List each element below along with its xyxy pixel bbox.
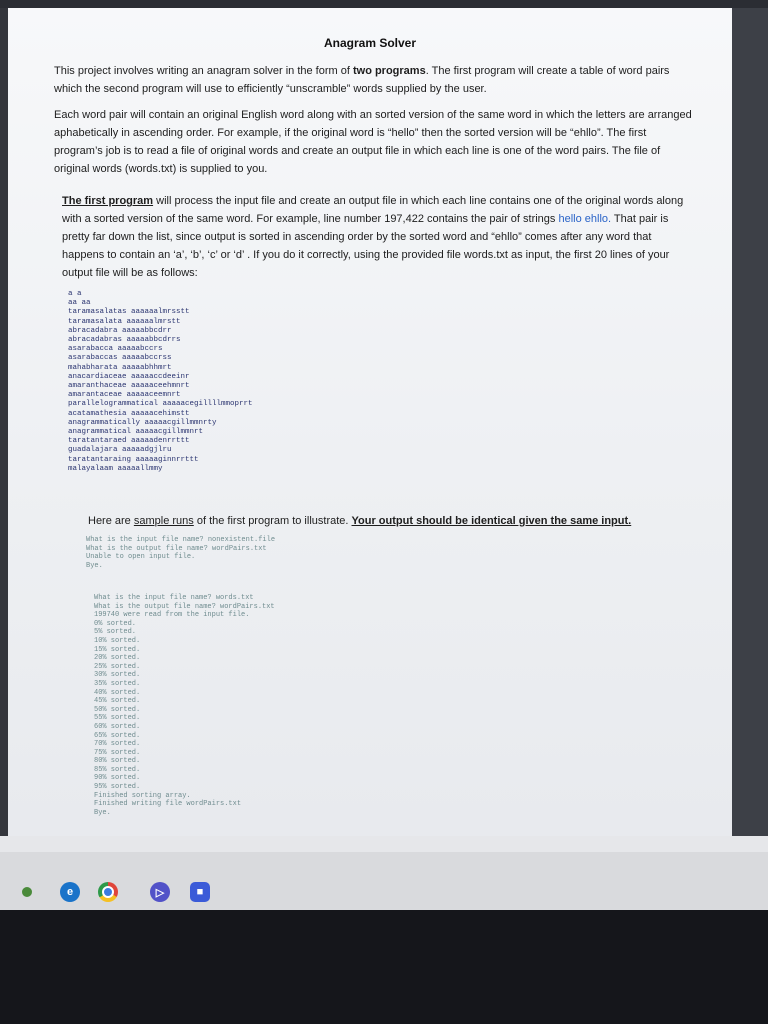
sample-emphasis: Your output should be identical given the same input. xyxy=(351,515,632,527)
run2-line: 30% sorted. xyxy=(94,671,141,680)
sample-text-mid: of the first program to illustrate. xyxy=(193,515,352,527)
example-pair: hello ehllo. xyxy=(558,213,612,225)
run2-line: 55% sorted. xyxy=(94,714,141,723)
sample-runs-link[interactable]: sample runs xyxy=(133,515,194,527)
paragraph-word-pairs: Each word pair will contain an original English word along with an sorted version of the same word in which the letters are arranged aphabetically in ascending order. For example, if the original word is “hello” then the sorted version will be “ehllo”. The first program’s job is to read a file of original words and create an output file in which each line is one of the word pairs. The file of original words (words.txt) is supplied to you. xyxy=(54,109,692,175)
video-icon[interactable]: ■ xyxy=(190,882,210,902)
run2-line: 0% sorted. xyxy=(94,619,137,628)
run2-line: 85% sorted. xyxy=(94,765,141,774)
run2-line: What is the input file name? words.txt xyxy=(94,594,254,602)
word-pair-line: amarantaceae aaaaaceemnrt xyxy=(68,391,181,400)
first-program-link[interactable]: The first program xyxy=(62,195,154,207)
word-pair-line: guadalajara aaaaadgjlru xyxy=(68,446,172,455)
run2-line: 80% sorted. xyxy=(94,757,141,766)
monitor-bezel-bottom xyxy=(0,910,768,1024)
word-pair-line: taratantaraing aaaaaginnrrttt xyxy=(68,455,199,464)
word-pair-line: asarabacca aaaaabccrs xyxy=(68,345,163,354)
run2-line: 10% sorted. xyxy=(94,636,141,645)
intro-text-end: . The first program will create a table of word pairs which the second program will use to efficiently “unscramble” words supplied by the user. xyxy=(54,65,670,95)
document-page xyxy=(8,8,732,836)
word-pair-line: a a xyxy=(68,290,82,298)
run2-line: Finished writing file wordPairs.txt xyxy=(94,800,242,809)
sample-text: Here are xyxy=(88,515,134,527)
paragraph-first-program xyxy=(62,192,696,282)
run2-line: 50% sorted. xyxy=(94,705,141,714)
word-pair-line: parallelogrammatical aaaaacegillllmmoprrt xyxy=(68,400,253,409)
run2-line: 90% sorted. xyxy=(94,774,141,783)
word-pair-line: taramasalata aaaaaalmrstt xyxy=(68,317,181,326)
run2-line: 70% sorted. xyxy=(94,740,141,749)
desktop-background-left xyxy=(0,8,8,836)
run2-line: 199740 were read from the input file. xyxy=(94,611,250,620)
sample-run-1 xyxy=(86,536,275,570)
run1-line: What is the input file name? nonexistent.file xyxy=(86,536,276,544)
edge-icon[interactable]: e xyxy=(60,882,80,902)
word-pairs-list xyxy=(68,290,253,474)
run1-line: Bye. xyxy=(86,561,103,570)
first-program-text: will process the input file and create an output file in which each line contains one of the original words along with a sorted version of the same word. For example, line number 197,422 contains the pair of strings xyxy=(62,195,684,225)
word-pair-line: anacardiaceae aaaaaccdeeinr xyxy=(68,372,190,381)
word-pair-line: acatamathesia aaaaacehimstt xyxy=(68,409,190,418)
run2-line: 15% sorted. xyxy=(94,645,141,654)
run2-line: 95% sorted. xyxy=(94,783,141,792)
paragraph-intro xyxy=(54,62,674,98)
run1-line: Unable to open input file. xyxy=(86,553,196,562)
taskbar xyxy=(0,852,768,910)
word-pair-line: abracadabras aaaaabbcdrrs xyxy=(68,336,181,345)
run1-line: What is the output file name? wordPairs.txt xyxy=(86,544,267,553)
run2-line: 60% sorted. xyxy=(94,722,141,731)
chrome-icon[interactable] xyxy=(98,882,118,902)
run2-line: What is the output file name? wordPairs.txt xyxy=(94,602,275,611)
run2-line: 65% sorted. xyxy=(94,731,141,740)
word-pair-line: abracadabra aaaaabbcdrr xyxy=(68,326,172,335)
word-pair-line: amaranthaceae aaaaaceehmnrt xyxy=(68,382,190,391)
run2-line: 25% sorted. xyxy=(94,662,141,671)
run2-line: 5% sorted. xyxy=(94,628,137,637)
monitor-bezel-top xyxy=(0,0,768,8)
document-title: Anagram Solver xyxy=(323,36,417,50)
sample-run-2 xyxy=(94,594,275,817)
word-pair-line: mahabharata aaaaabhhmrt xyxy=(68,363,172,372)
first-program-text-end: That pair is pretty far down the list, since output is sorted in ascending order by the sorted word and “ehllo” comes after any word that happens to contain an ‘a’, ‘b’, ‘c’ or ‘d’ . If you do it correctly, using the provided file words.txt as input, the first 20 lines of your output file will be as follows: xyxy=(62,213,670,279)
run2-line: 45% sorted. xyxy=(94,697,141,706)
start-icon[interactable] xyxy=(22,887,32,897)
run2-line: Finished sorting array. xyxy=(94,791,191,800)
app-icon[interactable]: ▷ xyxy=(150,882,170,902)
run2-line: 35% sorted. xyxy=(94,679,141,688)
word-pair-line: aa aa xyxy=(68,299,91,308)
intro-text: This project involves writing an anagram solver in the form of xyxy=(54,65,353,77)
word-pair-line: taramasalatas aaaaaalmrsstt xyxy=(68,308,190,317)
run2-line: Bye. xyxy=(94,808,111,817)
word-pair-line: asarabaccas aaaaabccrss xyxy=(68,354,172,363)
word-pair-line: malayalaam aaaaallmmy xyxy=(68,464,163,473)
word-pair-line: anagrammatically aaaaacgillmmnrty xyxy=(68,418,217,427)
word-pair-line: anagrammatical aaaaacgillmmnrt xyxy=(68,428,204,437)
word-pair-line: taratantaraed aaaaadenrrttt xyxy=(68,437,190,446)
desktop-background-right xyxy=(732,8,768,836)
run2-line: 75% sorted. xyxy=(94,748,141,757)
run2-line: 40% sorted. xyxy=(94,688,141,697)
intro-bold: two programs xyxy=(352,65,426,77)
paragraph-sample-runs xyxy=(88,512,708,530)
run2-line: 20% sorted. xyxy=(94,654,141,663)
